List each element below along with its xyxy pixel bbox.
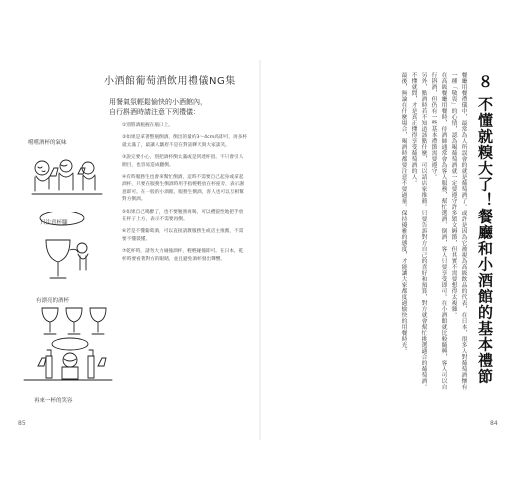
right-page xyxy=(262,60,508,440)
body-paragraph-3: 另外，點酒時若不知道該點什麼，可以請店家推薦。只要告訴對方自己的喜好和預算，對方就會幫忙挑選適合的葡萄酒。不懂就問，才是真正懂得享受葡萄酒的人。 xyxy=(410,72,426,390)
tip-5: ⑤如果自己喝醉了，也不要勉強再喝，可以禮貌性地把手放在杯子上方，表示不需要再倒。 xyxy=(122,209,244,223)
tip-6: ⑥若是不懂葡萄酒，可以直接請教服務生或店主推薦，不需要不懂裝懂。 xyxy=(122,229,244,242)
illustration-wine-glass xyxy=(36,212,106,287)
body-paragraph-4: 最後，無論在什麼場合，喝酒時都要注意不要過量。保持優雅的態度，才能讓大家都度過愉快的用餐時光。 xyxy=(400,72,406,354)
book-spread xyxy=(12,60,508,440)
body-paragraph-1: 餐廳用餐禮儀中，最常為人所誤會的就是葡萄酒了。或許是因為它被視為高級飲品的代表，在日本，很多人對葡萄酒懷有一種「敬畏」的心情，認為喝葡萄酒就一定要遵守許多繁文縟節，但其實不需要想得太複雜。 xyxy=(450,72,466,390)
etiquette-tips-list xyxy=(122,122,248,268)
left-page-number: 85 xyxy=(18,420,26,427)
left-page xyxy=(12,60,258,440)
tip-4: ④有時服務生也會來幫忙倒酒，這時不需要自己起身或拿起酒杯，只要在服務生倒酒時用手指輕輕放在杯座旁，表示謝意即可。在一般的小酒館，服務生倒酒，客人也可以互相幫對方倒酒。 xyxy=(122,175,244,203)
sidebar-subtitle xyxy=(109,97,207,117)
tip-1: ①別將酒瓶握在瓶口上。 xyxy=(122,123,174,128)
tip-3: ③說完要小心，別把酒杯倒太滿或是到達杯頂。不只會引人側目，也容易造成翻倒。 xyxy=(122,155,244,168)
subtitle-line-2: 自行斟酒時請注意下列禮儀： xyxy=(109,108,200,116)
tip-2: ②如果是拿著整瓶倒酒，倒出的量約3～4cm高即可，再多杯就太滿了，最讓人皺眉不是在對話聊天與大家談笑。 xyxy=(122,135,248,148)
illustration-toast-scene xyxy=(20,336,116,392)
book-gutter xyxy=(259,60,261,440)
subtitle-line-1: 用餐氣氛輕鬆愉快的小酒館內， xyxy=(109,98,207,106)
illustration-sniffing-people xyxy=(26,146,106,206)
illustration-2-caption: 只注意杯腳 xyxy=(40,220,68,226)
chapter-body-text xyxy=(320,72,468,392)
illustration-3-caption: 有漂亮的酒杯 xyxy=(36,298,70,304)
body-paragraph-2: 在高級餐廳用餐時，侍酒師通常會為客人服務，幫忙選酒、倒酒，客人只要享受即可。在小酒館就比較隨興，客人可以自行斟酒，但仍有一些基本禮節需要遵守。 xyxy=(430,72,446,390)
right-page-number: 84 xyxy=(490,420,498,427)
chapter-title: ８ 不懂就糗大了！餐廳和小酒館的基本禮節 xyxy=(476,74,494,385)
illustration-1-caption: 嚐嚐酒杯的氣味 xyxy=(28,140,67,146)
illustration-4-caption: 再來一杯的笑容 xyxy=(34,398,73,404)
tip-7: ⑦乾杯時，請勿大力碰撞酒杯，輕輕碰撞即可。在日本，乾杯時要看著對方的眼睛，並且避免酒杯發出聲響。 xyxy=(122,249,244,262)
sidebar-title: 小酒館葡萄酒飲用禮儀NG集 xyxy=(104,76,236,87)
